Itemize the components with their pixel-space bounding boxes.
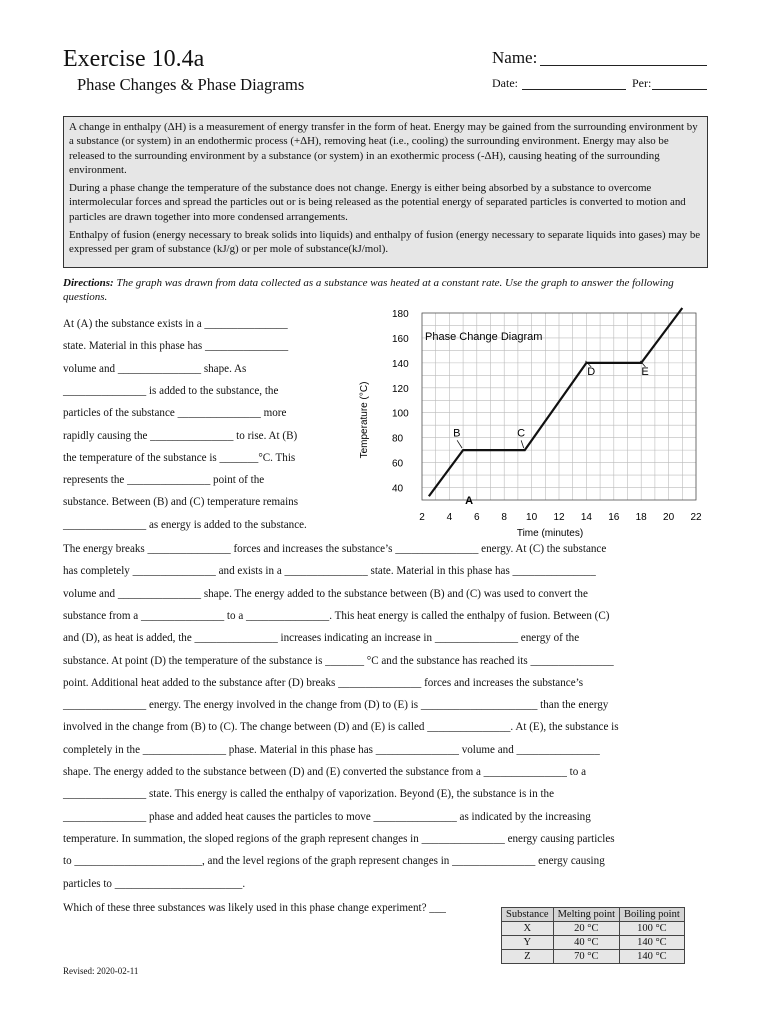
table-row (502, 936, 685, 950)
substance-table (501, 907, 685, 964)
question-line: substance. Between (B) and (C) temperature remains (63, 496, 299, 509)
period-blank[interactable] (652, 89, 707, 90)
table-cell: 20 °C (553, 922, 619, 936)
table-cell: Y (502, 936, 554, 950)
x-tick-label: 18 (635, 512, 647, 523)
table-cell: 70 °C (553, 950, 619, 964)
question-line: involved in the change from (B) to (C). The change between (D) and (E) is called _______________. At (E), the substance is (63, 721, 619, 734)
question-line: _______________ is added to the substance, the (63, 384, 279, 397)
period-label: Per: (632, 76, 652, 90)
date-blank[interactable] (522, 89, 626, 90)
table-cell: X (502, 922, 554, 936)
question-line: has completely _______________ and exists in a _______________ state. Material in this phase has _______________ (63, 565, 596, 578)
question-line: point. Additional heat added to the substance after (D) breaks _______________ forces and increases the substance’s (63, 676, 584, 689)
y-tick-label: 60 (392, 458, 404, 470)
y-tick-label: 80 (392, 433, 404, 445)
annotation-arrow (521, 440, 524, 448)
info-paragraph-3: Enthalpy of fusion (energy necessary to break solids into liquids) and enthalpy of fusion (energy necessary to separate liquids into gases) may be expressed per gram of substance (kJ/g) or per mole of substance(kJ/mol). (69, 229, 701, 256)
x-tick-label: 20 (663, 512, 675, 523)
table-row (502, 950, 685, 964)
question-line: _______________ as energy is added to the substance. (63, 518, 307, 531)
directions-text: The graph was drawn from data collected as a substance was heated at a constant rate. Use the graph to answer the following questions. (63, 277, 674, 303)
x-tick-label: 4 (446, 512, 453, 523)
chart-title: Phase Change Diagram (425, 331, 543, 343)
x-tick-label: 16 (608, 512, 620, 523)
y-tick-label: 180 (392, 309, 409, 320)
question-line: to _______________________, and the level regions of the graph represent changes in _______________ energy causing (63, 855, 605, 868)
x-tick-label: 22 (690, 512, 702, 523)
chart-annotations (453, 361, 649, 507)
question-line: particles of the substance _______________ more (63, 407, 287, 420)
question-line: volume and _______________ shape. The energy added to the substance between (B) and (C) was used to convert the (63, 587, 588, 600)
info-paragraph-1: A change in enthalpy (ΔH) is a measurement of energy transfer in the form of heat. Energy may be gained from the surrounding environment by a substance (or system) in an endothermic process (+ΔH), removing heat (i.e., cooling) the surrounding environment. Energy may also be released to the surrounding environment by a substance (or system) in an exothermic process (-ΔH), causing heating of the surrounding environment. (69, 121, 698, 176)
final-question: Which of these three substances was likely used in this phase change experiment? ___ (63, 902, 446, 914)
x-tick-label: 2 (419, 512, 425, 523)
name-blank[interactable] (540, 65, 707, 66)
y-tick-label: 160 (392, 333, 409, 345)
table-cell: 140 °C (620, 950, 685, 964)
question-line: particles to _______________________. (63, 877, 246, 890)
x-tick-label: 10 (526, 512, 538, 523)
info-paragraph-2: During a phase change the temperature of the substance does not change. Energy is either being absorbed by a substance to overcome intermolecular forces and spread the particles out or is being released as the potential energy of separated particles is converted to motion and particles are drawn together into more condensed arrangements. (69, 182, 686, 223)
x-tick-label: 12 (553, 512, 565, 523)
question-line: represents the _______________ point of the (63, 474, 265, 487)
table-cell: Z (502, 950, 554, 964)
table-header: Boiling point (620, 908, 685, 922)
question-line: shape. The energy added to the substance between (D) and (E) converted the substance from a _______________ to a (63, 766, 586, 778)
y-tick-label: 120 (392, 383, 409, 395)
annotation-label: A (465, 494, 474, 507)
enthalpy-info-box (63, 116, 708, 268)
question-line: _______________ phase and added heat causes the particles to move _______________ as indicated by the increasing (63, 810, 591, 823)
name-label: Name: (492, 48, 538, 67)
exercise-title: Exercise 10.4a (63, 46, 205, 72)
question-line: substance from a _______________ to a _______________. This heat energy is called the enthalpy of fusion. Between (C) (63, 609, 610, 622)
annotation-label: D (587, 365, 596, 378)
annotation-label: B (453, 427, 461, 440)
x-axis-label: Time (minutes) (516, 528, 584, 539)
question-line: the temperature of the substance is _______°C. This (63, 451, 296, 464)
question-line: substance. At point (D) the temperature of the substance is _______ °C and the substance has reached its _______________ (63, 654, 614, 667)
question-line: _______________ state. This energy is called the enthalpy of vaporization. Beyond (E), the substance is in the (63, 788, 554, 801)
y-tick-label: 140 (392, 358, 409, 370)
table-header-row (502, 908, 685, 922)
question-line: _______________ energy. The energy involved in the change from (D) to (E) is _____________________ than the energy (63, 699, 609, 712)
directions (63, 276, 708, 304)
revised-date: Revised: 2020-02-11 (63, 966, 139, 976)
y-tick-label: 40 (392, 483, 404, 495)
annotation-label: C (517, 427, 526, 440)
x-tick-label: 6 (474, 512, 480, 523)
table-header: Substance (502, 908, 554, 922)
table-cell: 40 °C (553, 936, 619, 950)
x-tick-label: 14 (580, 512, 592, 523)
directions-label: Directions: (63, 277, 114, 289)
table-row (502, 922, 685, 936)
question-line: rapidly causing the _______________ to rise. At (B) (63, 429, 298, 442)
table-cell: 100 °C (620, 922, 685, 936)
question-line: completely in the _______________ phase. Material in this phase has _______________ volume and _______________ (63, 743, 600, 756)
question-line: state. Material in this phase has _______________ (63, 340, 289, 353)
date-label: Date: (492, 76, 518, 90)
phase-change-chart (350, 305, 710, 545)
y-axis-label: Temperature (°C) (359, 381, 370, 459)
question-line: temperature. In summation, the sloped regions of the graph represent changes in _______________ energy causing particles (63, 832, 615, 845)
annotation-label: E (641, 365, 649, 378)
y-tick-label: 100 (392, 408, 409, 420)
exercise-subtitle: Phase Changes & Phase Diagrams (77, 75, 305, 94)
table-header: Melting point (553, 908, 619, 922)
question-line: and (D), as heat is added, the _______________ increases indicating an increase in _______________ energy of the (63, 632, 580, 645)
question-line: The energy breaks _______________ forces and increases the substance’s _______________ energy. At (C) the substance (63, 543, 607, 555)
table-cell: 140 °C (620, 936, 685, 950)
question-line: At (A) the substance exists in a _______________ (63, 318, 288, 330)
annotation-arrow (457, 440, 462, 448)
question-line: volume and _______________ shape. As (63, 362, 247, 375)
x-tick-label: 8 (501, 512, 507, 523)
